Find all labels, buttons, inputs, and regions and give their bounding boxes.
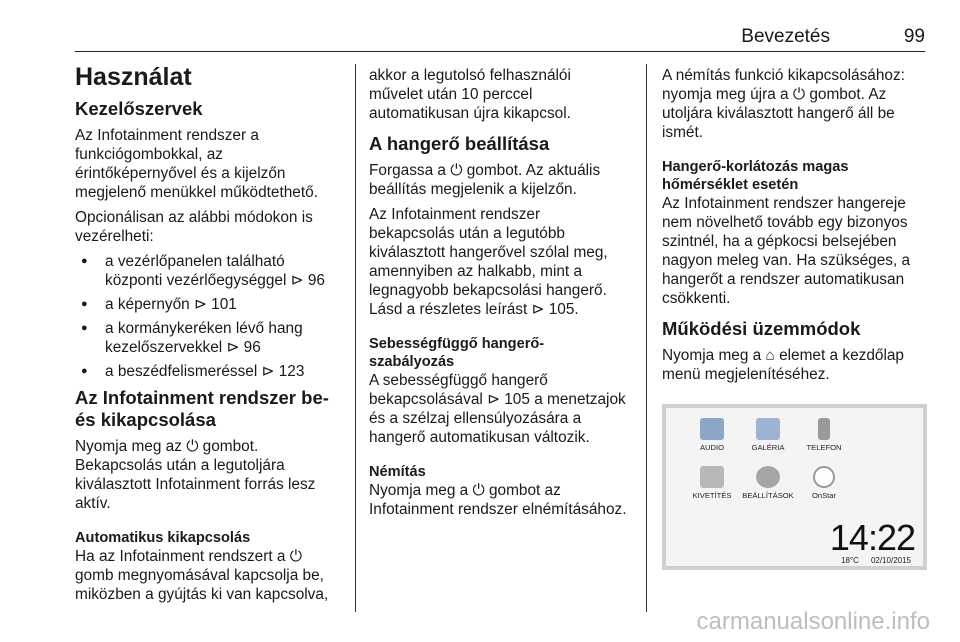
phone-icon xyxy=(818,418,830,440)
section-title: Bevezetés xyxy=(741,26,830,47)
list-item: ● a vezérlőpanelen található központi vezérlőegységgel ⊳ 96 xyxy=(75,252,343,290)
column-1 xyxy=(75,62,343,610)
temperature: 18°C xyxy=(841,556,859,565)
unmute-paragraph: A némítás funkció kikapcsolásához: nyomja meg újra a ⏻ gombot. Az utoljára kiválasztott hangerő áll be ismét. xyxy=(662,67,905,141)
modes-paragraph: Nyomja meg a ⌂ elemet a kezdőlap menü megjelenítéséhez. xyxy=(662,347,904,383)
volume-paragraph-2: Az Infotainment rendszer bekapcsolás után a legutóbb kiválasztott hangerővel szólal meg, amennyiben az halkabb, mint a legnagyobb bekapcsolási hangerő. Lásd a részletes leírást ⊳ 105. xyxy=(369,206,608,318)
clock-time: 14:22 xyxy=(829,517,915,558)
app-projection[interactable]: KIVETÍTÉS xyxy=(684,466,740,500)
onstar-icon xyxy=(813,466,835,488)
auto-off-paragraph: Ha az Infotainment rendszert a ⏻ gomb megnyomásával kapcsolja be, miközben a gyújtás ki van kapcsolva, xyxy=(75,548,329,603)
list-item: ● a kormánykeréken lévő hang kezelőszervekkel ⊳ 96 xyxy=(75,319,343,357)
volume-heading: A hangerő beállítása xyxy=(369,133,550,154)
home-screen-figure xyxy=(662,404,927,570)
mute-heading: Némítás xyxy=(369,464,426,480)
gallery-icon xyxy=(756,418,780,440)
controls-paragraph: Az Infotainment rendszer a funkciógombokkal, az érintőképernyővel és a kijelzőn megjelenő menükkel működtethető. xyxy=(75,127,318,201)
projection-icon xyxy=(700,466,724,488)
app-settings[interactable]: BEÁLLÍTÁSOK xyxy=(740,466,796,500)
auto-off-continuation: akkor a legutolsó felhasználói művelet után 10 perccel automatikusan újra kikapcsol. xyxy=(369,67,571,122)
column-2 xyxy=(369,66,629,525)
column-3 xyxy=(662,66,930,390)
list-item: ● a képernyőn ⊳ 101 xyxy=(75,295,343,314)
date: 02/10/2015 xyxy=(870,556,911,565)
header-rule xyxy=(75,51,925,52)
auto-off-heading: Automatikus kikapcsolás xyxy=(75,530,251,546)
limit-paragraph: Az Infotainment rendszer hangereje nem növelhető tovább egy bizonyos szintnél, ha a gépkocsi belsejében nagyon meleg van. Ha szükséges, a hangerőt a rendszer automatikusan csökkenti. xyxy=(662,195,911,307)
mute-paragraph: Nyomja meg a ⏻ gombot az Infotainment rendszer elnémításához. xyxy=(369,482,627,518)
settings-icon xyxy=(756,466,780,488)
app-audio[interactable]: AUDIO xyxy=(684,418,740,452)
limit-heading: Hangerő-korlátozás magas hőmérséklet esetén xyxy=(662,159,849,193)
chapter-title: Használat xyxy=(75,63,192,91)
watermark: carmanualsonline.info xyxy=(696,608,930,635)
list-item: ● a beszédfelismeréssel ⊳ 123 xyxy=(75,362,343,381)
column-divider xyxy=(646,64,647,612)
modes-heading: Működési üzemmódok xyxy=(662,318,861,339)
app-gallery[interactable]: GALÉRIA xyxy=(740,418,796,452)
speed-volume-paragraph: A sebességfüggő hangerő bekapcsolásával ⊳ 105 a menetzajok és a szélzaj ellensúlyozására a hangerő automatikusan változik. xyxy=(369,372,626,446)
page-number: 99 xyxy=(903,26,925,47)
page-header xyxy=(75,22,925,52)
app-phone[interactable]: TELEFON xyxy=(796,418,852,452)
options-paragraph: Opcionálisan az alábbi módokon is vezérelheti: xyxy=(75,209,313,245)
music-note-icon xyxy=(700,418,724,440)
home-screen xyxy=(666,408,923,566)
column-divider xyxy=(355,64,356,612)
controls-heading: Kezelőszervek xyxy=(75,98,203,119)
onoff-heading: Az Infotainment rendszer be- és kikapcsolása xyxy=(75,387,329,430)
onoff-paragraph: Nyomja meg az ⏻ gombot. Bekapcsolás után a legutoljára kiválasztott Infotainment forrás lesz aktív. xyxy=(75,438,316,512)
speed-volume-heading: Sebességfüggő hangerő-szabályozás xyxy=(369,336,545,370)
clock-info xyxy=(829,556,911,565)
app-onstar[interactable]: OnStar xyxy=(796,466,852,500)
volume-paragraph-1: Forgassa a ⏻ gombot. Az aktuális beállítás megjelenik a kijelzőn. xyxy=(369,162,601,198)
control-options-list xyxy=(75,252,343,381)
